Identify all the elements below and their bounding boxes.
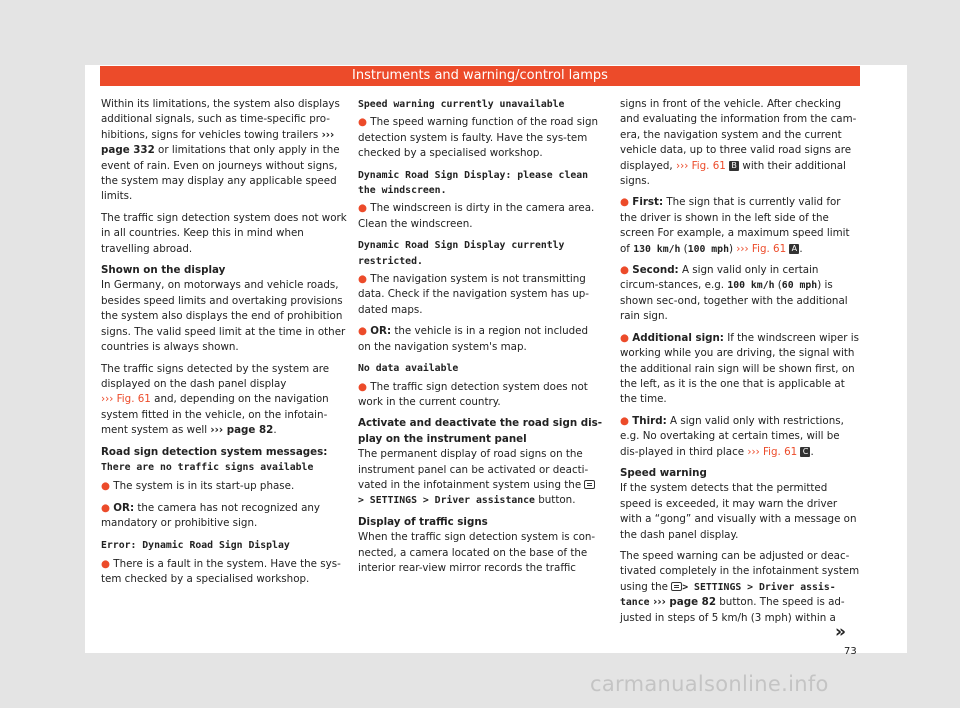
figure-badge: A [789, 244, 799, 254]
bullet-item: ● Second: A sign valid only in certain circum-stances, e.g. 100 km/h (60 mph) is shown sec-ond, together with the additional rain sign. [620, 264, 848, 323]
menu-icon [584, 480, 595, 489]
page-header: Instruments and warning/control lamps [100, 66, 860, 86]
message-code: Speed warning currently unavailable [358, 99, 565, 110]
menu-path: > SETTINGS > Driver assis-tance [620, 581, 836, 609]
bullet-icon: ● [620, 196, 629, 209]
message-code: Dynamic Road Sign Display: please clean the windscreen. [358, 169, 589, 197]
paragraph: In Germany, on motorways and vehicle roads, besides speed limits and overtaking provisions the system also displays the end of prohibition signs. The valid speed limit at the time in other countries is always shown. [101, 279, 346, 354]
menu-path: > SETTINGS > Driver assistance [358, 495, 535, 507]
bullet-icon: ● [620, 264, 629, 277]
bullet-item: ● The navigation system is not transmitting data. Check if the navigation system has up-dated maps. [358, 273, 590, 316]
bullet-item: ● First: The sign that is currently valid for the driver is shown in the left side of the screen For example, a maximum speed limit of 130 km/h (100 mph) ››› Fig. 61 A . [620, 196, 850, 255]
figure-reference[interactable]: ››› Fig. 61 [675, 159, 726, 172]
bullet-item: ● The traffic sign detection system does not work in the current country. [358, 380, 588, 408]
page-reference[interactable]: ››› page 332 [101, 128, 335, 157]
paragraph: Within its limitations, the system also displays additional signals, such as time-specific pro-hibitions, signs for vehicles towing trailers ››› page 332 or limitations that only apply in the event of rain. Even on journeys without signs, the system may display any applicable speed limits. [101, 98, 340, 203]
message-code: Error: Dynamic Road Sign Display [101, 539, 290, 551]
bullet-icon: ● [358, 116, 367, 129]
section-heading: Speed warning [620, 466, 707, 479]
column-2 [358, 97, 604, 582]
bullet-item: ● The speed warning function of the road sign detection system is faulty. Have the sys-tem checked by a specialised workshop. [358, 116, 599, 160]
figure-reference[interactable]: ››› Fig. 61 [736, 242, 787, 255]
menu-icon [671, 582, 682, 591]
section-heading: Shown on the display [101, 264, 226, 277]
section-heading: Activate and deactivate the road sign dis-play on the instrument panel [358, 417, 603, 445]
message-code: No data available [358, 363, 459, 375]
column-1 [101, 97, 347, 594]
bullet-item: ● OR: the vehicle is in a region not included on the navigation system's map. [358, 325, 589, 353]
paragraph: The permanent display of road signs on the instrument panel can be activated or deacti-vated in the infotainment system using the > SETTINGS > Driver assistance button. [358, 447, 604, 509]
figure-badge: B [729, 161, 739, 171]
bullet-item: ● There is a fault in the system. Have the sys-tem checked by a specialised workshop. [101, 557, 341, 586]
bullet-icon: ● [620, 331, 629, 344]
bullet-icon: ● [101, 557, 110, 570]
page-reference[interactable]: ››› page 82 [649, 596, 716, 609]
paragraph: The traffic signs detected by the system are displayed on the dash panel display ››› Fig. 61 and, depending on the navigation system fitted in the vehicle, on the infotain-ment system as well ››› page 82. [101, 362, 330, 437]
section-heading: Road sign detection system messages: [101, 445, 328, 458]
figure-reference[interactable]: ››› Fig. 61 [747, 445, 798, 458]
bullet-icon: ● [101, 501, 110, 514]
bullet-item: ● OR: the camera has not recognized any mandatory or prohibitive sign. [101, 501, 321, 530]
page-reference[interactable]: ››› page 82 [210, 424, 274, 437]
paragraph: The traffic sign detection system does not work in all countries. Keep this in mind when travelling abroad. [101, 211, 347, 255]
message-code: Dynamic Road Sign Display currently restricted. [358, 240, 565, 267]
bullet-item: ● Additional sign: If the windscreen wiper is working while you are driving, the signal with the additional rain sign will be shown first, on the left, as it is the one that is applicable at the time. [620, 331, 860, 406]
paragraph: The speed warning can be adjusted or deac-tivated completely in the infotainment system using the > SETTINGS > Driver assis-tance ››› page 82 button. The speed is ad-justed in steps of 5 km/h (3 mph) within a [620, 549, 860, 624]
paragraph: signs in front of the vehicle. After checking and evaluating the information from the cam-era, the navigation system and the current vehicle data, up to three valid road signs are displayed, ››› Fig. 61 B with their additional signs. [620, 98, 857, 188]
page-number: 73 [844, 646, 857, 657]
message-code: There are no traffic signs available [101, 461, 314, 473]
section-heading: Display of traffic signs [358, 515, 488, 528]
paragraph: When the traffic sign detection system is con-nected, a camera located on the base of the interior rear-view mirror records the traffic [358, 531, 596, 574]
bullet-icon: ● [620, 414, 629, 427]
figure-badge: C [800, 447, 810, 457]
column-3 [620, 97, 860, 632]
bullet-item: ● The system is in its start-up phase. [101, 480, 295, 493]
paragraph: If the system detects that the permitted speed is exceeded, it may warn the driver with a “gong” and visually with a message on the dash panel display. [620, 482, 857, 541]
bullet-icon: ● [358, 380, 367, 393]
bullet-icon: ● [358, 325, 367, 338]
figure-reference[interactable]: ››› Fig. 61 [101, 393, 151, 406]
bullet-icon: ● [101, 480, 110, 493]
bullet-item: ● The windscreen is dirty in the camera area. Clean the windscreen. [358, 202, 595, 230]
watermark: carmanualsonline.info [590, 672, 829, 696]
bullet-icon: ● [358, 273, 367, 286]
bullet-item: ● Third: A sign valid only with restrictions, e.g. No overtaking at certain times, will be dis-played in third place ››› Fig. 61 C . [620, 414, 844, 458]
bullet-icon: ● [358, 202, 367, 215]
continue-arrow-icon: » [835, 622, 846, 642]
